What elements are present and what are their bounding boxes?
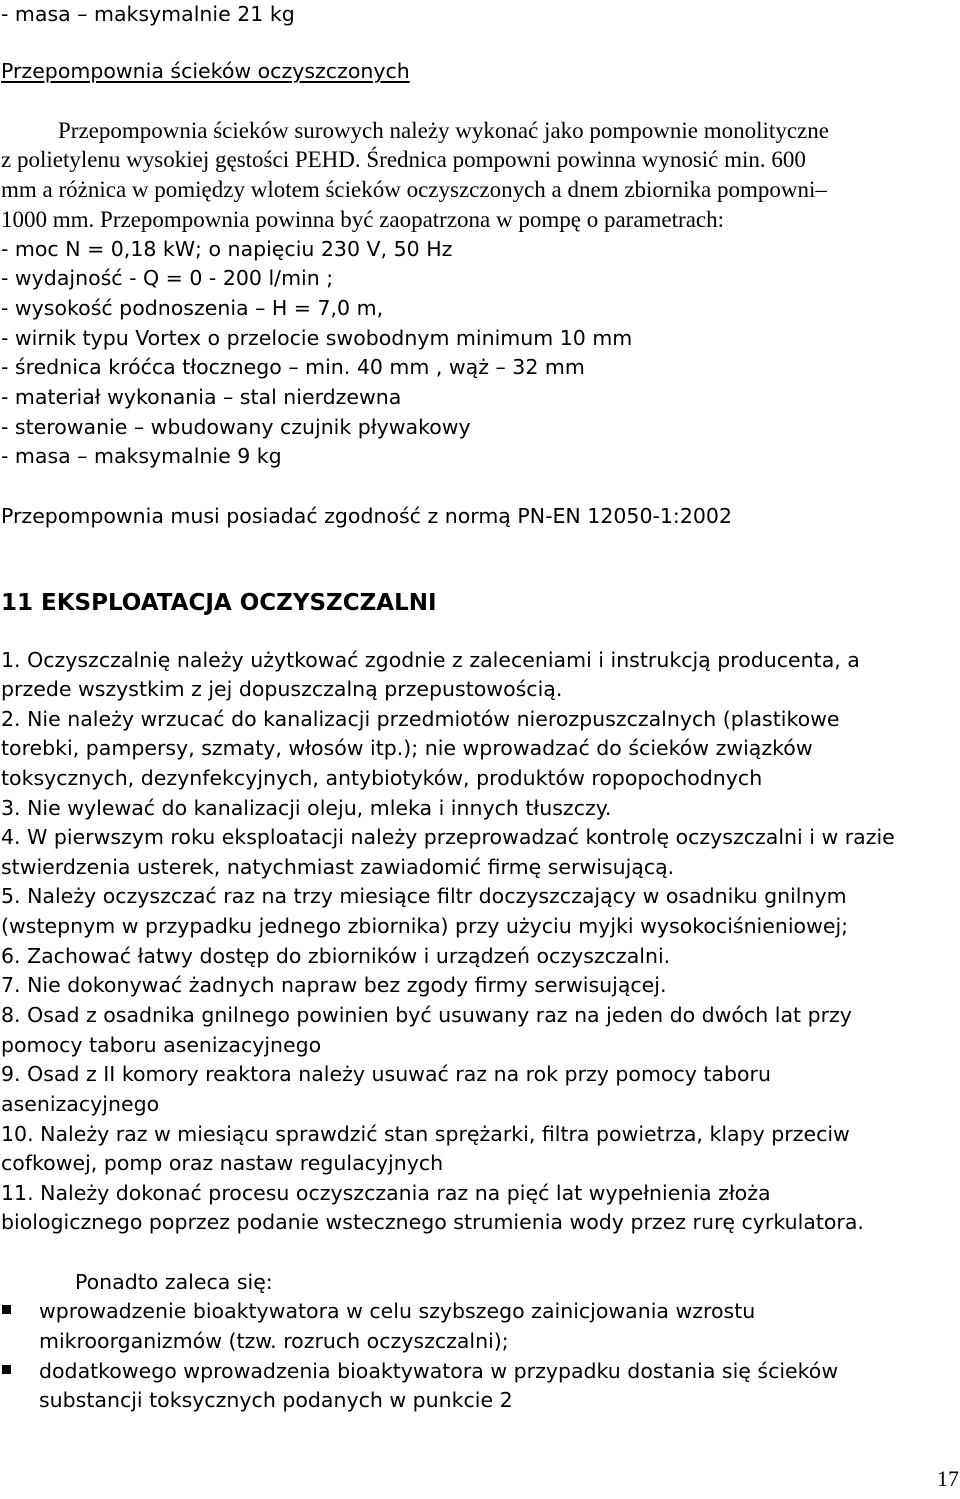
item-9-line-2: asenizacyjnego (1, 1092, 160, 1116)
param-mass: - masa – maksymalnie 9 kg (1, 444, 282, 468)
chapter-heading: 11 EKSPLOATACJA OCZYSZCZALNI (1, 590, 437, 616)
item-1-line-1: 1. Oczyszczalnię należy użytkować zgodnie z zaleceniami i instrukcją producenta, a (1, 648, 860, 672)
item-4-line-2: stwierdzenia usterek, natychmiast zawiadomić firmę serwisującą. (1, 855, 675, 879)
item-2-line-3: toksycznych, dezynfekcyjnych, antybiotyków, produktów ropopochodnych (1, 766, 763, 790)
param-outlet: - średnica króćca tłocznego – min. 40 mm , wąż – 32 mm (1, 355, 585, 379)
item-11-line-1: 11. Należy dokonać procesu oczyszczania raz na pięć lat wypełnienia złoża (1, 1181, 771, 1205)
param-impeller: - wirnik typu Vortex o przelocie swobodnym minimum 10 mm (1, 326, 633, 350)
mass-line: - masa – maksymalnie 21 kg (1, 2, 295, 26)
item-1-line-2: przede wszystkim z jej dopuszczalną przepustowością. (1, 677, 563, 701)
item-6-line: 6. Zachować łatwy dostęp do zbiorników i urządzeń oczyszczalni. (1, 944, 671, 968)
param-control: - sterowanie – wbudowany czujnik pływakowy (1, 415, 471, 439)
section-heading: Przepompownia ścieków oczyszczonych (1, 59, 410, 83)
bullet-1-line-1: wprowadzenie bioaktywatora w celu szybszego zainicjowania wzrostu (39, 1299, 756, 1323)
norm-line: Przepompownia musi posiadać zgodność z normą PN-EN 12050-1:2002 (1, 504, 733, 528)
param-flow: - wydajność - Q = 0 - 200 l/min ; (1, 266, 334, 290)
item-8-line-1: 8. Osad z osadnika gnilnego powinien być usuwany raz na jeden do dwóch lat przy (1, 1003, 852, 1027)
square-bullet-icon (2, 1305, 11, 1314)
item-7-line: 7. Nie dokonywać żadnych napraw bez zgody firmy serwisującej. (1, 973, 667, 997)
bullet-2-line-1: dodatkowego wprowadzenia bioaktywatora w przypadku dostania się ścieków (39, 1359, 839, 1383)
item-8-line-2: pomocy taboru asenizacyjnego (1, 1033, 322, 1057)
bullet-1-line-2: mikroorganizmów (tzw. rozruch oczyszczalni); (39, 1329, 509, 1353)
item-5-line-1: 5. Należy oczyszczać raz na trzy miesiące filtr doczyszczający w osadniku gnilnym (1, 884, 847, 908)
item-3-line: 3. Nie wylewać do kanalizacji oleju, mleka i innych tłuszczy. (1, 796, 612, 820)
item-4-line-1: 4. W pierwszym roku eksploatacji należy przeprowadzać kontrolę oczyszczalni i w razie (1, 825, 895, 849)
item-2-line-2: torebki, pampersy, szmaty, włosów itp.); nie wprowadzać do ścieków związków (1, 736, 813, 760)
item-5-line-2: (wstepnym w przypadku jednego zbiornika) przy użyciu myjki wysokociśnieniowej; (1, 914, 849, 938)
bullet-2-line-2: substancji toksycznych podanych w punkcie 2 (39, 1388, 513, 1412)
param-power: - moc N = 0,18 kW; o napięciu 230 V, 50 Hz (1, 237, 453, 261)
recommend-heading: Ponadto zaleca się: (75, 1270, 273, 1294)
item-9-line-1: 9. Osad z II komory reaktora należy usuwać raz na rok przy pomocy taboru (1, 1062, 771, 1086)
param-head: - wysokość podnoszenia – H = 7,0 m, (1, 296, 384, 320)
square-bullet-icon (2, 1365, 11, 1374)
intro-line-4 (1, 205, 724, 234)
intro-line-1: Przepompownia ścieków surowych należy wykonać jako pompownie monolityczne (58, 118, 829, 143)
param-material: - materiał wykonania – stal nierdzewna (1, 385, 402, 409)
intro-line-3: mm a różnica w pomiędzy wlotem ścieków oczyszczonych a dnem zbiornika pompowni– (1, 177, 827, 202)
item-10-line-1: 10. Należy raz w miesiącu sprawdzić stan sprężarki, filtra powietrza, klapy przeciw (1, 1122, 850, 1146)
item-2-line-1: 2. Nie należy wrzucać do kanalizacji przedmiotów nierozpuszczalnych (plastikowe (1, 707, 840, 731)
item-10-line-2: cofkowej, pomp oraz nastaw regulacyjnych (1, 1151, 444, 1175)
page-number: 17 (937, 1466, 959, 1491)
intro-line-4-start: 1000 mm. (1, 207, 95, 232)
intro-line-4-end: Przepompownia powinna być zaopatrzona w pompę o parametrach: (94, 207, 724, 232)
item-11-line-2: biologicznego poprzez podanie wstecznego strumienia wody przez rurę cyrkulatora. (1, 1210, 864, 1234)
intro-line-2: z polietylenu wysokiej gęstości PEHD. Średnica pompowni powinna wynosić min. 600 (1, 147, 806, 172)
